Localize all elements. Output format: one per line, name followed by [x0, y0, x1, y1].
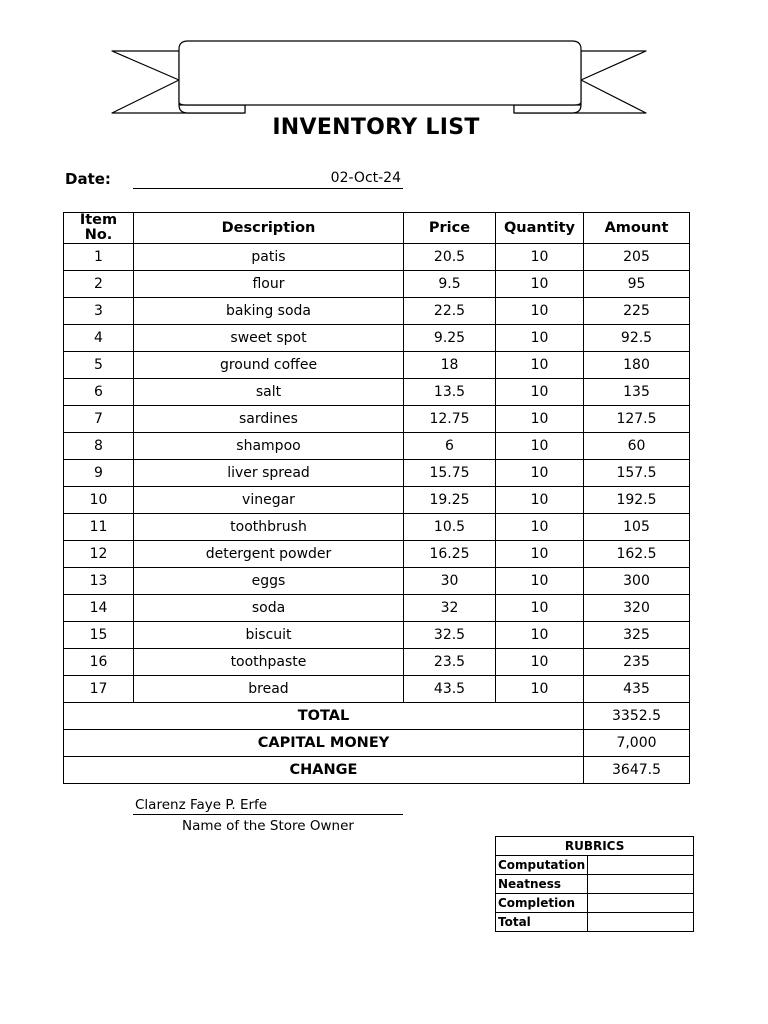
cell-item-no: 5 — [64, 352, 134, 379]
cell-price: 32 — [404, 595, 496, 622]
rubric-criterion: Total — [496, 913, 588, 932]
cell-amount: 225 — [584, 298, 690, 325]
document-title: INVENTORY LIST — [272, 115, 480, 140]
cell-price: 20.5 — [404, 244, 496, 271]
cell-price: 18 — [404, 352, 496, 379]
cell-quantity: 10 — [496, 325, 584, 352]
cell-quantity: 10 — [496, 298, 584, 325]
cell-description: eggs — [134, 568, 404, 595]
cell-description: detergent powder — [134, 541, 404, 568]
header-price: Price — [404, 213, 496, 244]
cell-item-no: 2 — [64, 271, 134, 298]
cell-description: toothbrush — [134, 514, 404, 541]
cell-item-no: 12 — [64, 541, 134, 568]
cell-quantity: 10 — [496, 514, 584, 541]
cell-item-no: 4 — [64, 325, 134, 352]
table-row — [64, 325, 690, 352]
total-row — [64, 703, 690, 730]
cell-price: 23.5 — [404, 649, 496, 676]
cell-amount: 435 — [584, 676, 690, 703]
cell-amount: 162.5 — [584, 541, 690, 568]
cell-price: 16.25 — [404, 541, 496, 568]
cell-item-no: 16 — [64, 649, 134, 676]
total-label: TOTAL — [64, 703, 584, 730]
store-owner-caption: Name of the Store Owner — [182, 818, 354, 834]
cell-quantity: 10 — [496, 406, 584, 433]
cell-amount: 127.5 — [584, 406, 690, 433]
rubric-row — [496, 894, 694, 913]
table-row — [64, 649, 690, 676]
table-row — [64, 406, 690, 433]
date-label: Date: — [65, 170, 111, 188]
store-owner-name: Clarenz Faye P. Erfe — [133, 797, 403, 815]
header-quantity: Quantity — [496, 213, 584, 244]
ribbon-banner — [110, 38, 650, 116]
rubric-row — [496, 856, 694, 875]
cell-price: 13.5 — [404, 379, 496, 406]
rubric-criterion: Completion — [496, 894, 588, 913]
cell-quantity: 10 — [496, 649, 584, 676]
cell-price: 12.75 — [404, 406, 496, 433]
table-row — [64, 622, 690, 649]
rubrics-title: RUBRICS — [496, 837, 694, 856]
header-amount: Amount — [584, 213, 690, 244]
date-value: 02-Oct-24 — [133, 170, 403, 189]
cell-quantity: 10 — [496, 541, 584, 568]
rubric-criterion: Neatness — [496, 875, 588, 894]
cell-description: patis — [134, 244, 404, 271]
cell-price: 32.5 — [404, 622, 496, 649]
table-row — [64, 595, 690, 622]
cell-quantity: 10 — [496, 352, 584, 379]
cell-amount: 135 — [584, 379, 690, 406]
rubric-row — [496, 913, 694, 932]
rubric-score-cell — [588, 894, 694, 913]
rubric-score-cell — [588, 875, 694, 894]
table-row — [64, 676, 690, 703]
table-row — [64, 568, 690, 595]
cell-quantity: 10 — [496, 622, 584, 649]
total-value: 3352.5 — [584, 703, 690, 730]
table-row — [64, 460, 690, 487]
table-row — [64, 379, 690, 406]
cell-item-no: 10 — [64, 487, 134, 514]
cell-amount: 205 — [584, 244, 690, 271]
cell-description: soda — [134, 595, 404, 622]
cell-price: 43.5 — [404, 676, 496, 703]
cell-description: salt — [134, 379, 404, 406]
cell-price: 22.5 — [404, 298, 496, 325]
cell-price: 15.75 — [404, 460, 496, 487]
rubrics-table — [495, 836, 694, 932]
cell-item-no: 8 — [64, 433, 134, 460]
rubric-row — [496, 875, 694, 894]
cell-item-no: 13 — [64, 568, 134, 595]
change-row — [64, 757, 690, 784]
cell-item-no: 14 — [64, 595, 134, 622]
cell-item-no: 9 — [64, 460, 134, 487]
table-row — [64, 271, 690, 298]
cell-amount: 105 — [584, 514, 690, 541]
inventory-table — [63, 212, 690, 784]
cell-quantity: 10 — [496, 379, 584, 406]
cell-description: biscuit — [134, 622, 404, 649]
cell-description: toothpaste — [134, 649, 404, 676]
change-value: 3647.5 — [584, 757, 690, 784]
cell-description: baking soda — [134, 298, 404, 325]
cell-price: 9.5 — [404, 271, 496, 298]
cell-amount: 320 — [584, 595, 690, 622]
table-row — [64, 514, 690, 541]
change-label: CHANGE — [64, 757, 584, 784]
cell-price: 9.25 — [404, 325, 496, 352]
table-row — [64, 541, 690, 568]
cell-amount: 180 — [584, 352, 690, 379]
cell-quantity: 10 — [496, 487, 584, 514]
cell-quantity: 10 — [496, 460, 584, 487]
cell-price: 6 — [404, 433, 496, 460]
table-row — [64, 298, 690, 325]
cell-description: vinegar — [134, 487, 404, 514]
cell-amount: 157.5 — [584, 460, 690, 487]
rubric-score-cell — [588, 913, 694, 932]
table-row — [64, 487, 690, 514]
rubric-criterion: Computation — [496, 856, 588, 875]
cell-description: sweet spot — [134, 325, 404, 352]
cell-amount: 60 — [584, 433, 690, 460]
cell-description: liver spread — [134, 460, 404, 487]
capital-money-row — [64, 730, 690, 757]
cell-item-no: 11 — [64, 514, 134, 541]
cell-price: 10.5 — [404, 514, 496, 541]
cell-amount: 235 — [584, 649, 690, 676]
cell-description: bread — [134, 676, 404, 703]
cell-description: flour — [134, 271, 404, 298]
cell-quantity: 10 — [496, 244, 584, 271]
header-item-no: Item No. — [64, 213, 134, 244]
cell-quantity: 10 — [496, 595, 584, 622]
cell-quantity: 10 — [496, 433, 584, 460]
table-row — [64, 433, 690, 460]
cell-amount: 192.5 — [584, 487, 690, 514]
cell-item-no: 6 — [64, 379, 134, 406]
cell-price: 30 — [404, 568, 496, 595]
cell-amount: 300 — [584, 568, 690, 595]
cell-quantity: 10 — [496, 568, 584, 595]
rubric-score-cell — [588, 856, 694, 875]
table-header-row — [64, 213, 690, 244]
cell-amount: 95 — [584, 271, 690, 298]
table-row — [64, 352, 690, 379]
capital-money-label: CAPITAL MONEY — [64, 730, 584, 757]
capital-money-value: 7,000 — [584, 730, 690, 757]
cell-item-no: 1 — [64, 244, 134, 271]
table-row — [64, 244, 690, 271]
cell-item-no: 17 — [64, 676, 134, 703]
cell-item-no: 7 — [64, 406, 134, 433]
cell-quantity: 10 — [496, 271, 584, 298]
cell-item-no: 15 — [64, 622, 134, 649]
cell-amount: 92.5 — [584, 325, 690, 352]
cell-description: ground coffee — [134, 352, 404, 379]
cell-quantity: 10 — [496, 676, 584, 703]
cell-description: shampoo — [134, 433, 404, 460]
cell-item-no: 3 — [64, 298, 134, 325]
header-description: Description — [134, 213, 404, 244]
cell-description: sardines — [134, 406, 404, 433]
cell-amount: 325 — [584, 622, 690, 649]
cell-price: 19.25 — [404, 487, 496, 514]
